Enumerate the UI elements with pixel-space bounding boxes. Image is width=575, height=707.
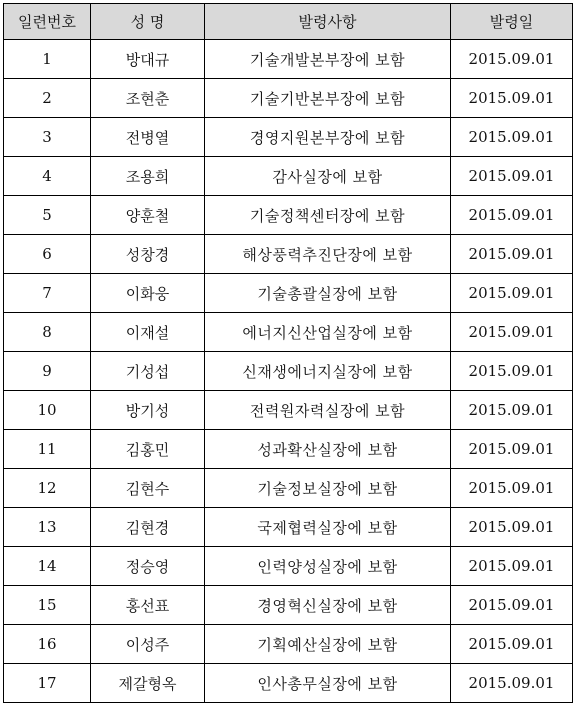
appointment-cell: 경영혁신실장에 보함 (205, 586, 451, 625)
table-header (4, 4, 573, 40)
header-serial-number: 일련번호 (4, 4, 91, 40)
table-row (4, 313, 573, 352)
appointment-cell: 감사실장에 보함 (205, 157, 451, 196)
appointment-cell: 기술총괄실장에 보함 (205, 274, 451, 313)
date-cell: 2015.09.01 (451, 430, 573, 469)
serial-number-cell: 11 (4, 430, 91, 469)
date-cell: 2015.09.01 (451, 625, 573, 664)
appointment-cell: 기획예산실장에 보함 (205, 625, 451, 664)
date-cell: 2015.09.01 (451, 235, 573, 274)
serial-number-cell: 10 (4, 391, 91, 430)
serial-number-cell: 12 (4, 469, 91, 508)
serial-number-cell: 5 (4, 196, 91, 235)
name-cell: 성창경 (91, 235, 205, 274)
name-cell: 전병열 (91, 118, 205, 157)
name-cell: 방기성 (91, 391, 205, 430)
table-body (4, 40, 573, 703)
appointment-cell: 에너지신산업실장에 보함 (205, 313, 451, 352)
appointment-cell: 해상풍력추진단장에 보함 (205, 235, 451, 274)
table-row (4, 352, 573, 391)
table-row (4, 430, 573, 469)
date-cell: 2015.09.01 (451, 664, 573, 703)
appointment-cell: 국제협력실장에 보함 (205, 508, 451, 547)
date-cell: 2015.09.01 (451, 40, 573, 79)
date-cell: 2015.09.01 (451, 274, 573, 313)
serial-number-cell: 13 (4, 508, 91, 547)
appointment-cell: 성과확산실장에 보함 (205, 430, 451, 469)
table-row (4, 664, 573, 703)
name-cell: 이성주 (91, 625, 205, 664)
appointment-cell: 기술정보실장에 보함 (205, 469, 451, 508)
appointment-cell: 기술정책센터장에 보함 (205, 196, 451, 235)
serial-number-cell: 8 (4, 313, 91, 352)
table-row (4, 79, 573, 118)
date-cell: 2015.09.01 (451, 118, 573, 157)
table-row (4, 391, 573, 430)
table-row (4, 625, 573, 664)
date-cell: 2015.09.01 (451, 313, 573, 352)
date-cell: 2015.09.01 (451, 547, 573, 586)
header-name: 성 명 (91, 4, 205, 40)
name-cell: 기성섭 (91, 352, 205, 391)
serial-number-cell: 17 (4, 664, 91, 703)
serial-number-cell: 7 (4, 274, 91, 313)
date-cell: 2015.09.01 (451, 352, 573, 391)
name-cell: 조용희 (91, 157, 205, 196)
appointment-cell: 인사총무실장에 보함 (205, 664, 451, 703)
date-cell: 2015.09.01 (451, 508, 573, 547)
serial-number-cell: 3 (4, 118, 91, 157)
name-cell: 양훈철 (91, 196, 205, 235)
table-row (4, 196, 573, 235)
appointment-cell: 인력양성실장에 보함 (205, 547, 451, 586)
date-cell: 2015.09.01 (451, 586, 573, 625)
date-cell: 2015.09.01 (451, 469, 573, 508)
header-row (4, 4, 573, 40)
name-cell: 이재설 (91, 313, 205, 352)
name-cell: 방대규 (91, 40, 205, 79)
table-row (4, 586, 573, 625)
appointment-cell: 경영지원본부장에 보함 (205, 118, 451, 157)
appointment-cell: 기술개발본부장에 보함 (205, 40, 451, 79)
date-cell: 2015.09.01 (451, 391, 573, 430)
serial-number-cell: 9 (4, 352, 91, 391)
table-row (4, 235, 573, 274)
table-row (4, 547, 573, 586)
serial-number-cell: 6 (4, 235, 91, 274)
name-cell: 조현춘 (91, 79, 205, 118)
appointment-cell: 전력원자력실장에 보함 (205, 391, 451, 430)
header-appointment: 발령사항 (205, 4, 451, 40)
table-row (4, 274, 573, 313)
appointment-cell: 기술기반본부장에 보함 (205, 79, 451, 118)
serial-number-cell: 16 (4, 625, 91, 664)
table-row (4, 469, 573, 508)
table-row (4, 118, 573, 157)
serial-number-cell: 1 (4, 40, 91, 79)
name-cell: 김현경 (91, 508, 205, 547)
name-cell: 제갈형옥 (91, 664, 205, 703)
name-cell: 김현수 (91, 469, 205, 508)
serial-number-cell: 4 (4, 157, 91, 196)
name-cell: 홍선표 (91, 586, 205, 625)
name-cell: 이화웅 (91, 274, 205, 313)
name-cell: 정승영 (91, 547, 205, 586)
header-appointment-date: 발령일 (451, 4, 573, 40)
serial-number-cell: 2 (4, 79, 91, 118)
name-cell: 김홍민 (91, 430, 205, 469)
table-row (4, 508, 573, 547)
date-cell: 2015.09.01 (451, 196, 573, 235)
date-cell: 2015.09.01 (451, 157, 573, 196)
table-row (4, 157, 573, 196)
personnel-appointments-table (3, 3, 573, 703)
table-row (4, 40, 573, 79)
date-cell: 2015.09.01 (451, 79, 573, 118)
appointment-cell: 신재생에너지실장에 보함 (205, 352, 451, 391)
serial-number-cell: 14 (4, 547, 91, 586)
serial-number-cell: 15 (4, 586, 91, 625)
